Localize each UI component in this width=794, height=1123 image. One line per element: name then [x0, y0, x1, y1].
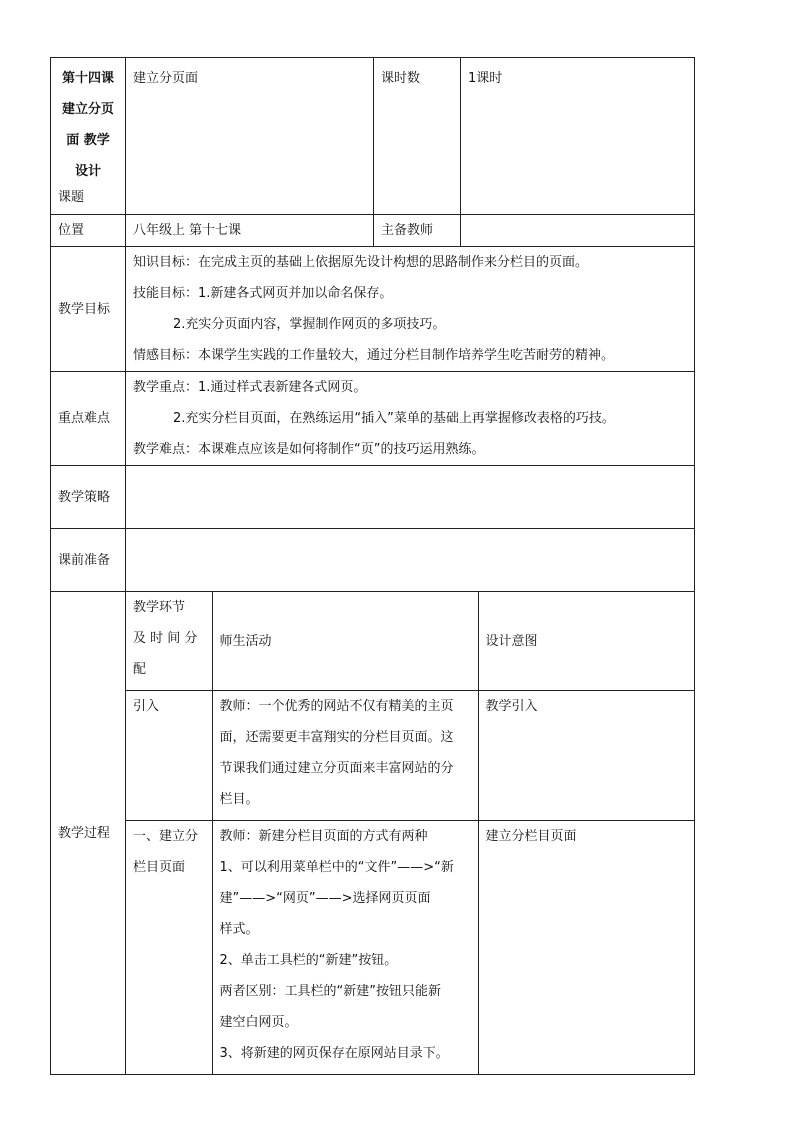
- hours-value: 1课时: [461, 58, 695, 215]
- topic-value: 建立分页面: [126, 58, 374, 215]
- activity-line: 面，还需要更丰富翔实的分栏目页面。这: [219, 730, 454, 745]
- lesson-title-line: 设计: [74, 164, 101, 179]
- activity-cell-intro: [212, 691, 478, 821]
- difficulty: 教学难点：本课难点应该是如何将制作“页”的技巧运用熟练。: [133, 442, 485, 457]
- teacher-value: [461, 215, 695, 247]
- key-points-label: 重点难点: [51, 372, 126, 466]
- intent-cell-build: 建立分栏目页面: [478, 821, 695, 1075]
- col-stage-header: [126, 592, 212, 691]
- activity-line: 建空白网页。: [219, 1015, 298, 1030]
- strategy-value: [126, 466, 695, 529]
- position-label: 位置: [51, 215, 126, 247]
- activity-line: 教师：一个优秀的网站不仅有精美的主页: [219, 699, 454, 714]
- stage-header-line: 配: [133, 662, 147, 677]
- topic-label-cell: [51, 58, 126, 215]
- activity-line: 样式。: [219, 922, 259, 937]
- activity-line: 栏目。: [219, 792, 259, 807]
- process-table: [126, 592, 695, 1074]
- activity-line: 建”——>“网页”——>选择网页页面: [219, 891, 431, 906]
- lesson-title-line: 第十四课: [61, 71, 114, 86]
- goal-skill-2: 2.充实分页面内容，掌握制作网页的多项技巧。: [173, 317, 446, 332]
- lesson-title-line: 建立分页: [61, 102, 114, 117]
- goal-skill-1: 技能目标：1.新建各式网页并加以命名保存。: [133, 286, 393, 301]
- activity-line: 2、单击工具栏的“新建”按钮。: [219, 953, 398, 968]
- process-label: 教学过程: [51, 592, 126, 1075]
- goals-label: 教学目标: [51, 247, 126, 372]
- stage-header-line: 教学环节: [133, 600, 186, 615]
- hours-label: 课时数: [374, 58, 461, 215]
- stage-cell-build: [126, 821, 212, 1075]
- lesson-plan-page: [50, 57, 694, 1075]
- focus-2: 2.充实分栏目页面，在熟练运用“插入”菜单的基础上再掌握修改表格的巧技。: [173, 411, 615, 426]
- col-activity-header: 师生活动: [212, 592, 478, 691]
- activity-cell-build: [212, 821, 478, 1075]
- lesson-title-line: 面 教学: [66, 133, 110, 148]
- preparation-value: [126, 529, 695, 592]
- activity-line: 两者区别：工具栏的“新建”按钮只能新: [219, 984, 441, 999]
- activity-line: 1、可以利用菜单栏中的“文件”——>“新: [219, 860, 454, 875]
- activity-line: 3、将新建的网页保存在原网站目录下。: [219, 1046, 449, 1061]
- process-cell: [126, 592, 695, 1075]
- lesson-plan-table: [50, 57, 695, 1075]
- goal-emotion: 情感目标：本课学生实践的工作量较大，通过分栏目制作培养学生吃苦耐劳的精神。: [133, 348, 615, 363]
- activity-line: 节课我们通过建立分页面来丰富网站的分: [219, 761, 454, 776]
- stage-header-line: 及 时 间 分: [133, 631, 198, 646]
- teacher-label: 主备教师: [374, 215, 461, 247]
- preparation-label: 课前准备: [51, 529, 126, 592]
- position-value: 八年级上 第十七课: [126, 215, 374, 247]
- topic-label: 课题: [58, 190, 85, 205]
- stage-line: 一、建立分: [133, 829, 199, 844]
- col-intent-header: 设计意图: [478, 592, 695, 691]
- intent-cell-intro: 教学引入: [478, 691, 695, 821]
- goal-knowledge: 知识目标：在完成主页的基础上依据原先设计构想的思路制作来分栏目的页面。: [133, 255, 589, 270]
- goals-content: [126, 247, 695, 372]
- stage-line: 栏目页面: [133, 860, 186, 875]
- activity-line: 教师：新建分栏目页面的方式有两种: [219, 829, 428, 844]
- focus-1: 教学重点：1.通过样式表新建各式网页。: [133, 380, 367, 395]
- stage-cell-intro: 引入: [126, 691, 212, 821]
- strategy-label: 教学策略: [51, 466, 126, 529]
- key-points-content: [126, 372, 695, 466]
